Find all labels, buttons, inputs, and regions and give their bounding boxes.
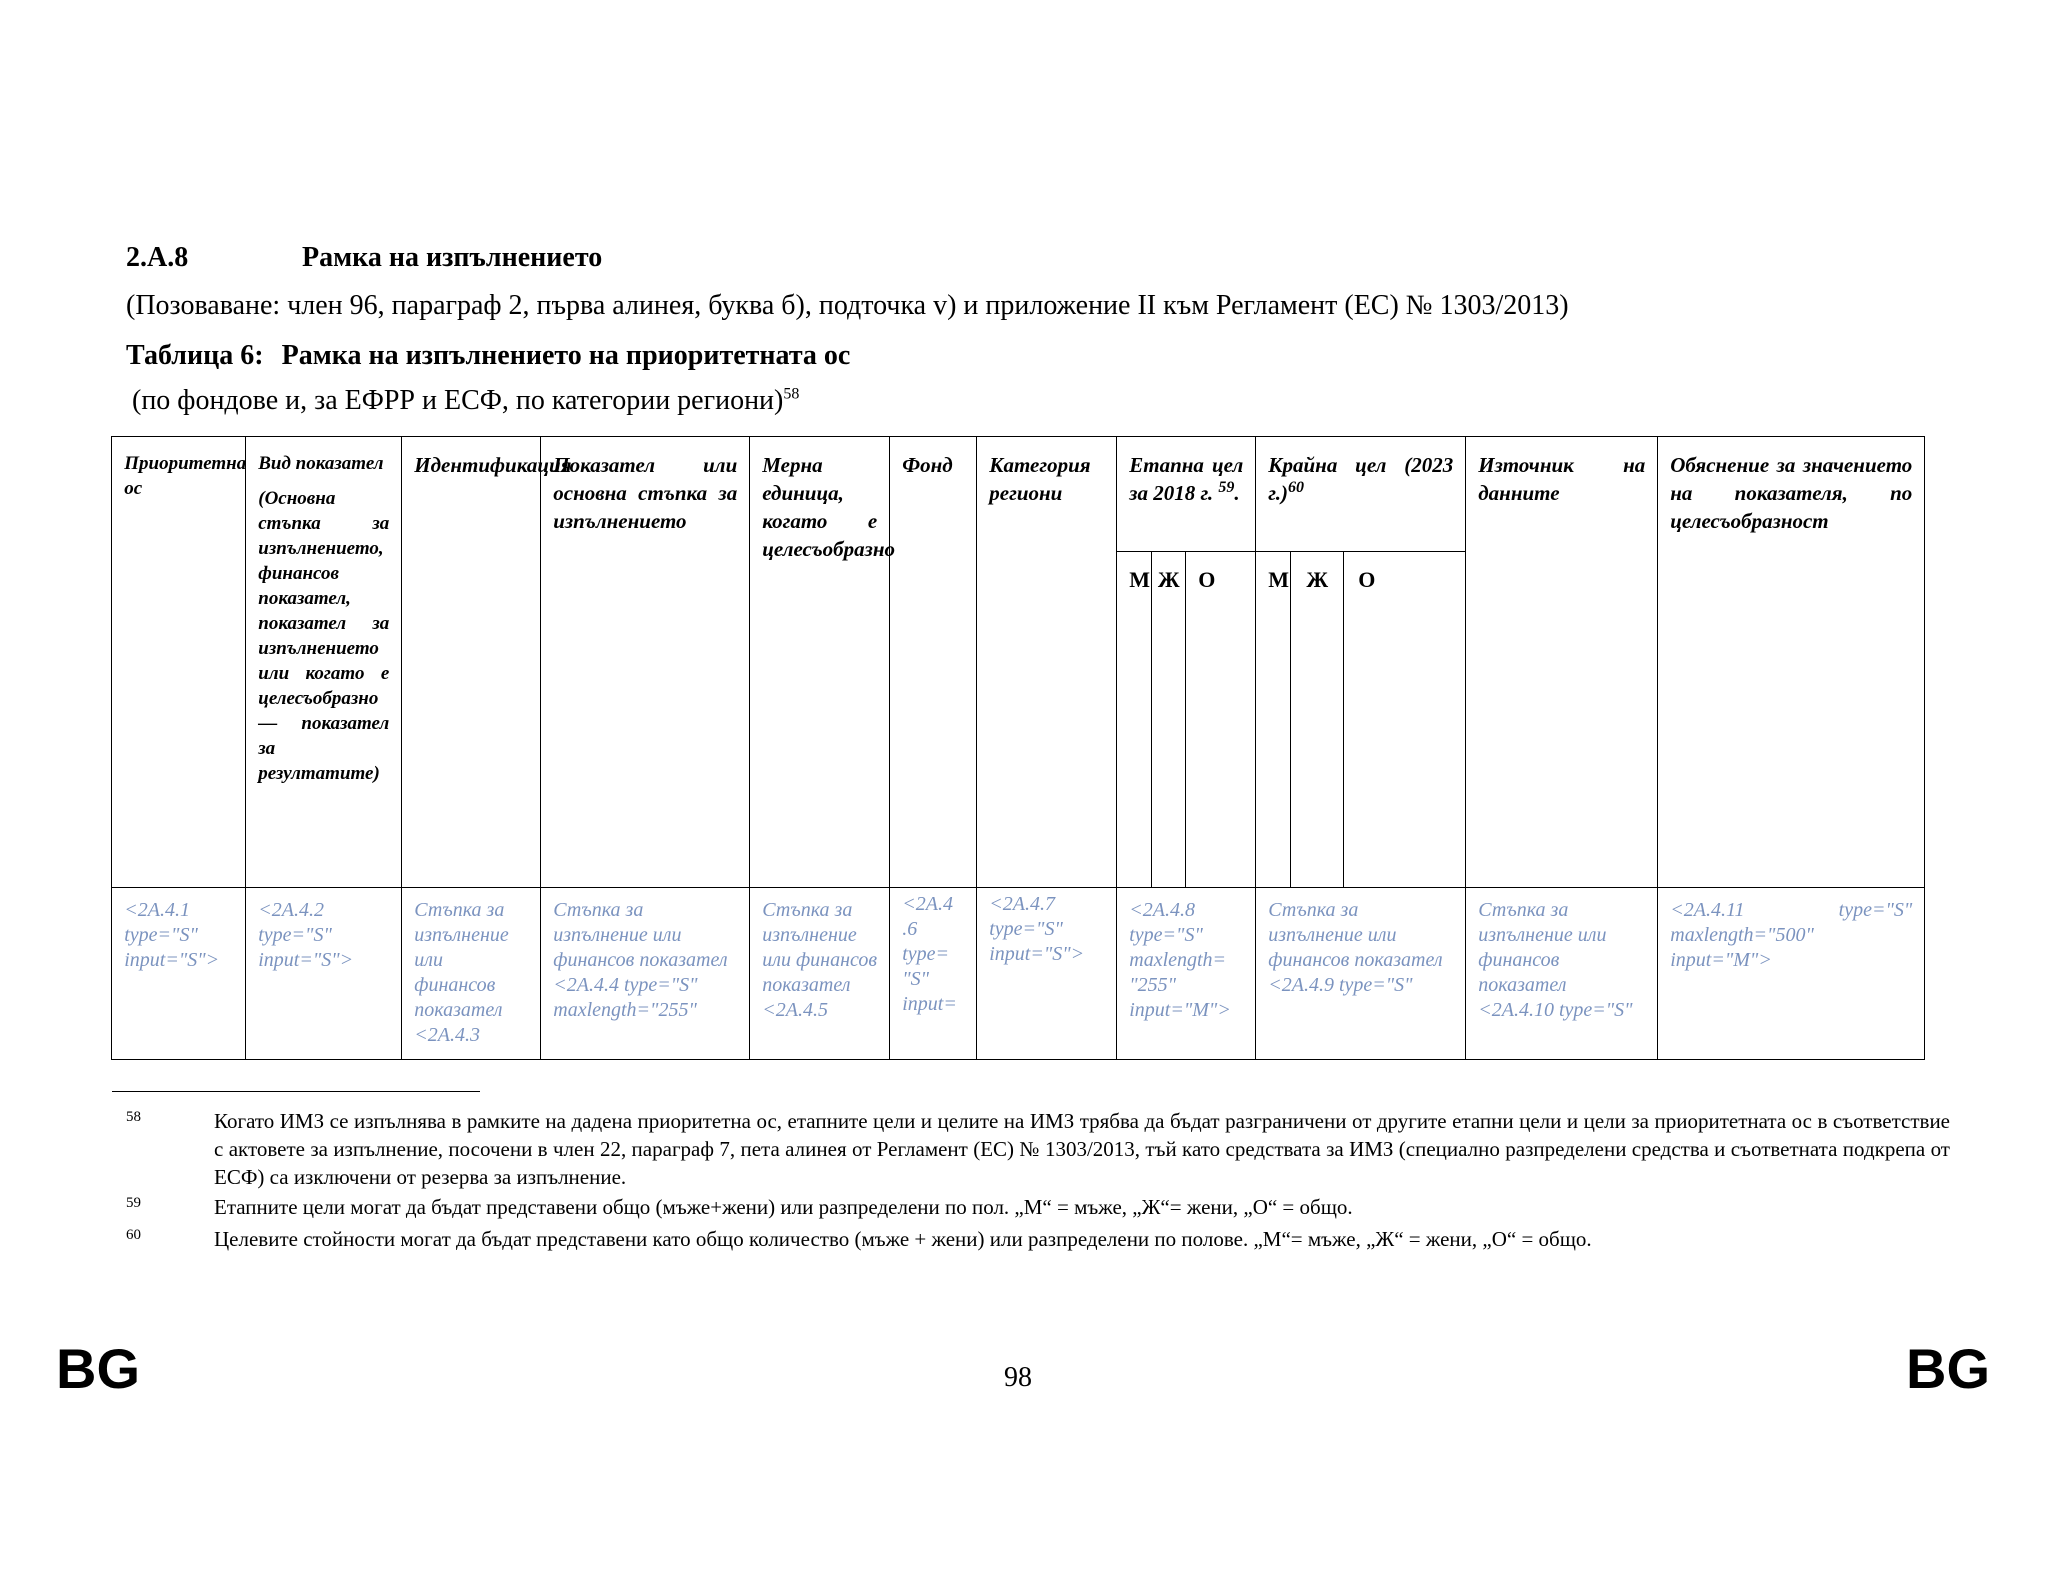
milestone-zh: Ж bbox=[1151, 551, 1186, 888]
header-final-target-label: Крайна цел (2023 г.) bbox=[1268, 453, 1454, 506]
footnote-number: 59 bbox=[126, 1195, 141, 1211]
footnote-number: 60 bbox=[126, 1227, 141, 1243]
row-cell-fund: <2A.4 .6 type= "S" input= bbox=[889, 887, 977, 1060]
milestone-o: О bbox=[1185, 551, 1256, 888]
footnote-text: Целевите стойности могат да бъдат представени като общо количество (мъже + жени) или разпределени по полове. „М“= мъже, „Ж“ = жени, „О“ = общо. bbox=[214, 1227, 1592, 1251]
header-identification: Идентификация bbox=[401, 436, 541, 888]
row-cell-milestone: <2A.4.8 type="S" maxlength= "255" input="M"> bbox=[1116, 887, 1256, 1060]
footnote-ref-59[interactable]: 59 bbox=[1218, 479, 1235, 497]
row-cell-indicator: Стъпка за изпълнение или финансов показател <2A.4.4 type="S" maxlength="255" bbox=[540, 887, 750, 1060]
header-indicator-type bbox=[245, 436, 402, 888]
final-target-o: О bbox=[1343, 551, 1466, 888]
row-cell-unit: Стъпка за изпълнение или финансов показател <2A.4.5 bbox=[749, 887, 890, 1060]
row-cell-source: Стъпка за изпълнение или финансов показател <2A.4.10 type="S" bbox=[1465, 887, 1658, 1060]
header-source: Източник на данните bbox=[1465, 436, 1658, 888]
regulation-reference: (Позоваване: член 96, параграф 2, първа алинея, буква б), подточка v) и приложение II към Регламент (ЕС) № 1303/2013) bbox=[126, 290, 1569, 321]
header-indicator: Показател или основна стъпка за изпълнението bbox=[540, 436, 750, 888]
footnote-59 bbox=[126, 1193, 1950, 1221]
header-region-category: Категория региони bbox=[976, 436, 1117, 888]
final-target-m: М bbox=[1255, 551, 1291, 888]
page-number: 98 bbox=[1004, 1362, 1032, 1393]
table-title bbox=[126, 340, 850, 372]
table-label: Таблица 6: bbox=[126, 340, 264, 371]
header-indicator-type-note: (Основна стъпка за изпълнението, финансов показател, показател за изпълнението или когато е целесъобразно — показател за резултатите) bbox=[258, 488, 390, 785]
header-indicator-type-label: Вид показател bbox=[258, 453, 384, 475]
header-unit: Мерна единица, когато е целесъобразно bbox=[749, 436, 890, 888]
row-cell-indicator-type: <2A.4.2 type="S" input="S"> bbox=[245, 887, 402, 1060]
footnote-58 bbox=[126, 1107, 1950, 1191]
section-title: Рамка на изпълнението bbox=[302, 242, 603, 273]
table-title-text: Рамка на изпълнението на приоритетната ос bbox=[281, 340, 851, 371]
footnote-ref-60[interactable]: 60 bbox=[1287, 479, 1304, 497]
table-subtitle bbox=[132, 385, 799, 417]
footnote-text: Етапните цели могат да бъдат представени общо (мъже+жени) или разпределени по пол. „М“ = мъже, „Ж“= жени, „О“ = общо. bbox=[214, 1195, 1353, 1219]
milestone-m: М bbox=[1116, 551, 1152, 888]
row-cell-region-category: <2A.4.7 type="S" input="S"> bbox=[976, 887, 1117, 1060]
row-cell-final-target: Стъпка за изпълнение или финансов показател <2A.4.9 type="S" bbox=[1255, 887, 1466, 1060]
header-final-target bbox=[1255, 436, 1466, 552]
footnote-text: Когато ИМЗ се изпълнява в рамките на дадена приоритетна ос, етапните цели и целите на ИМЗ трябва да бъдат разграничени от другите етапни цели и цели за приоритетната ос в съответствие с актовете за изпълнение, посочени в член 22, параграф 7, пета алинея от Регламент (ЕС) № 1303/2013, тъй като средствата за ИМЗ (специално разпределени средства и съответната подкрепа от ЕСФ) са изключени от резерва за изпълнение. bbox=[214, 1109, 1950, 1189]
section-heading bbox=[126, 242, 602, 274]
table-subtitle-text: (по фондове и, за ЕФРР и ЕСФ, по категории региони) bbox=[132, 385, 784, 416]
footnote-number: 58 bbox=[126, 1109, 141, 1125]
language-mark-left: BG bbox=[56, 1337, 140, 1400]
row-cell-priority-axis: <2A.4.1 type="S" input="S"> bbox=[111, 887, 246, 1060]
header-explanation: Обяснение за значението на показателя, по целесъобразност bbox=[1657, 436, 1925, 888]
final-target-zh: Ж bbox=[1290, 551, 1344, 888]
footnote-60 bbox=[126, 1225, 1950, 1253]
footnote-ref-58[interactable]: 58 bbox=[783, 385, 800, 403]
header-milestone: Етапна цел за 2018 г. $^{59}$. bbox=[1116, 436, 1256, 552]
header-milestone-label: Етапна цел за 2018 г. bbox=[1129, 453, 1244, 506]
performance-framework-grid bbox=[112, 437, 1926, 1061]
section-number: 2.A.8 bbox=[126, 242, 189, 273]
header-priority-axis: Приоритетна ос bbox=[111, 436, 246, 888]
language-mark-right: BG bbox=[1906, 1337, 1990, 1400]
row-cell-identification: Стъпка за изпълнение или финансов показател <2A.4.3 bbox=[401, 887, 541, 1060]
header-fund: Фонд bbox=[889, 436, 977, 888]
row-cell-explanation: <2A.4.11 type="S" maxlength="500" input="M"> bbox=[1657, 887, 1925, 1060]
footnote-separator bbox=[112, 1091, 480, 1092]
